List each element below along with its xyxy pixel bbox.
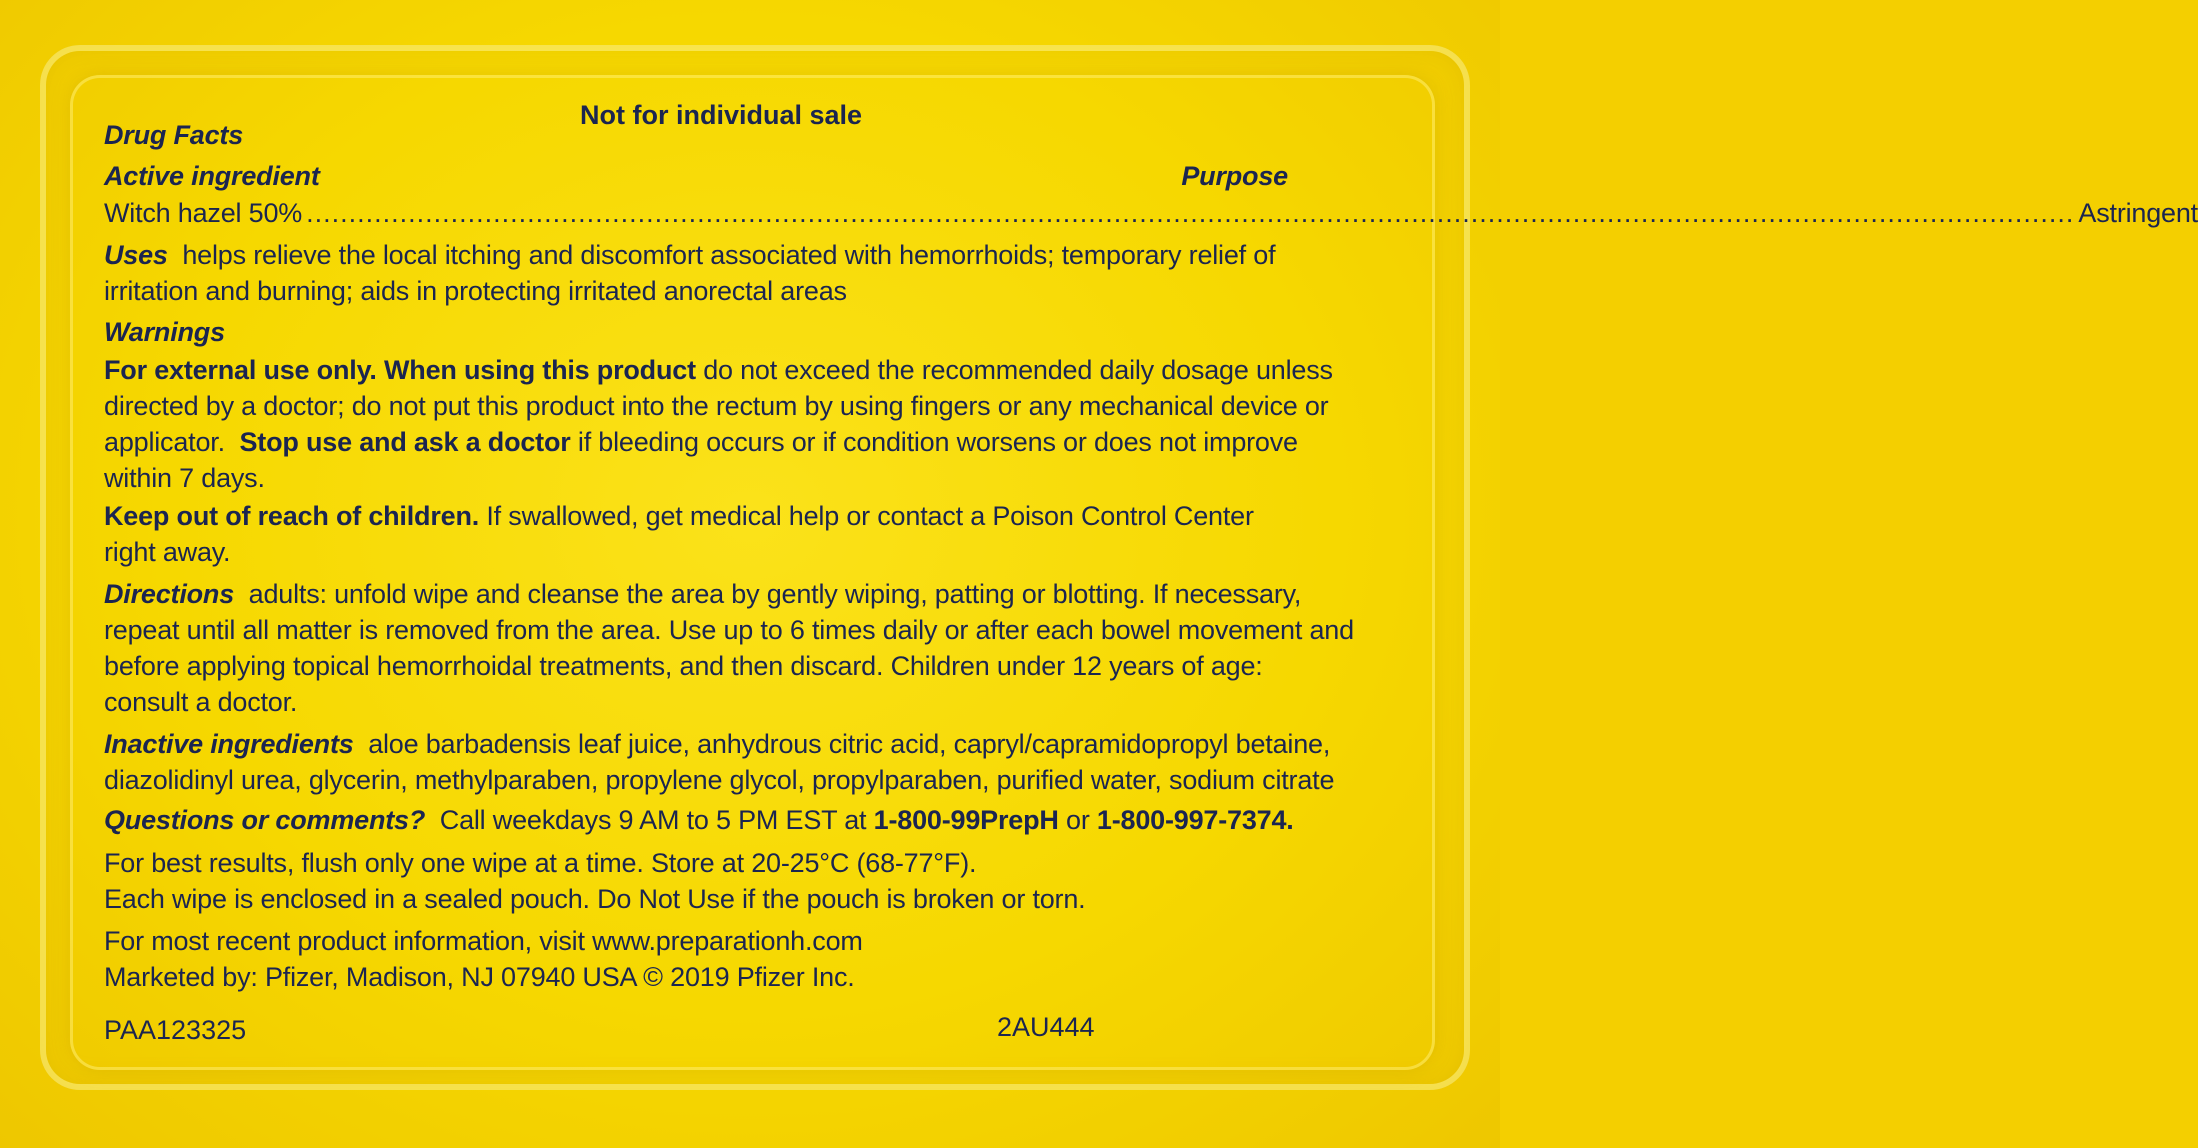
warnings-line-2: directed by a doctor; do not put this product into the rectum by using fingers or any mechanical device or <box>104 391 1329 421</box>
directions-text-1: adults: unfold wipe and cleanse the area by gently wiping, patting or blotting. If necessary, <box>248 579 1302 609</box>
inactive-line-2: diazolidinyl urea, glycerin, methylparaben, propylene glycol, propylparaben, purified water, sodium citrate <box>104 765 1335 795</box>
warnings-header: Warnings <box>104 317 225 347</box>
active-ingredient-purpose: Astringent <box>2078 198 2198 228</box>
active-ingredient-name: Witch hazel 50% <box>104 198 303 228</box>
not-for-sale-label: Not for individual sale <box>580 100 863 130</box>
keep-out-line-1 <box>104 498 1254 534</box>
storage-line-1: For best results, flush only one wipe at a time. Store at 20-25°C (68-77°F). <box>104 848 977 878</box>
warnings-line-1 <box>104 352 1333 388</box>
warnings-text-1: do not exceed the recommended daily dosage unless <box>703 355 1333 385</box>
external-use-warning: For external use only. <box>104 355 377 385</box>
inactive-header: Inactive ingredients <box>104 729 354 759</box>
inactive-line-1 <box>104 726 1330 762</box>
keep-out-heading: Keep out of reach of children. <box>104 501 480 531</box>
drug-facts-title: Drug Facts <box>104 120 244 150</box>
questions-text: Call weekdays 9 AM to 5 PM EST at <box>439 805 867 835</box>
active-ingredient-row <box>104 195 2198 231</box>
uses-text-1: helps relieve the local itching and discomfort associated with hemorrhoids; temporary relief of <box>182 240 1276 270</box>
phone-number-1: 1-800-99PrepH <box>873 805 1059 835</box>
active-ingredient-header: Active ingredient <box>104 161 320 191</box>
warnings-text-3a: applicator. <box>104 427 225 457</box>
directions-line-2: repeat until all matter is removed from the area. Use up to 6 times daily or after each bowel movement and <box>104 615 1354 645</box>
uses-header: Uses <box>104 240 168 270</box>
warnings-line-4: within 7 days. <box>104 463 265 493</box>
directions-header: Directions <box>104 579 235 609</box>
phone-number-2: 1-800-997-7374. <box>1096 805 1294 835</box>
stop-use-heading: Stop use and ask a doctor <box>239 427 571 457</box>
inactive-text-1: aloe barbadensis leaf juice, anhydrous citric acid, capryl/capramidopropyl betaine, <box>368 729 1331 759</box>
directions-line-3: before applying topical hemorrhoidal treatments, and then discard. Children under 12 years of age: <box>104 651 1263 681</box>
warnings-text-3b: if bleeding occurs or if condition worsens or does not improve <box>577 427 1298 457</box>
lot-code-left: PAA123325 <box>104 1015 247 1045</box>
directions-line-4: consult a doctor. <box>104 687 298 717</box>
info-line-1: For most recent product information, visit www.preparationh.com <box>104 926 863 956</box>
warnings-line-3 <box>104 424 1298 460</box>
directions-line-1 <box>104 576 1301 612</box>
when-using-heading: When using this product <box>384 355 696 385</box>
keep-out-line-2: right away. <box>104 537 231 567</box>
purpose-header: Purpose <box>1181 161 1288 191</box>
questions-or: or <box>1066 805 1090 835</box>
leader-dots: ................................................................................................................................................................................................................ <box>306 198 2075 228</box>
uses-line-1 <box>104 237 1275 273</box>
keep-out-text: If swallowed, get medical help or contact a Poison Control Center <box>486 501 1254 531</box>
uses-line-2: irritation and burning; aids in protecting irritated anorectal areas <box>104 276 847 306</box>
storage-line-2: Each wipe is enclosed in a sealed pouch. Do Not Use if the pouch is broken or torn. <box>104 884 1086 914</box>
questions-line <box>104 802 1294 838</box>
info-line-2: Marketed by: Pfizer, Madison, NJ 07940 USA © 2019 Pfizer Inc. <box>104 962 855 992</box>
questions-header: Questions or comments? <box>104 805 426 835</box>
lot-code-right: 2AU444 <box>997 1012 1095 1042</box>
